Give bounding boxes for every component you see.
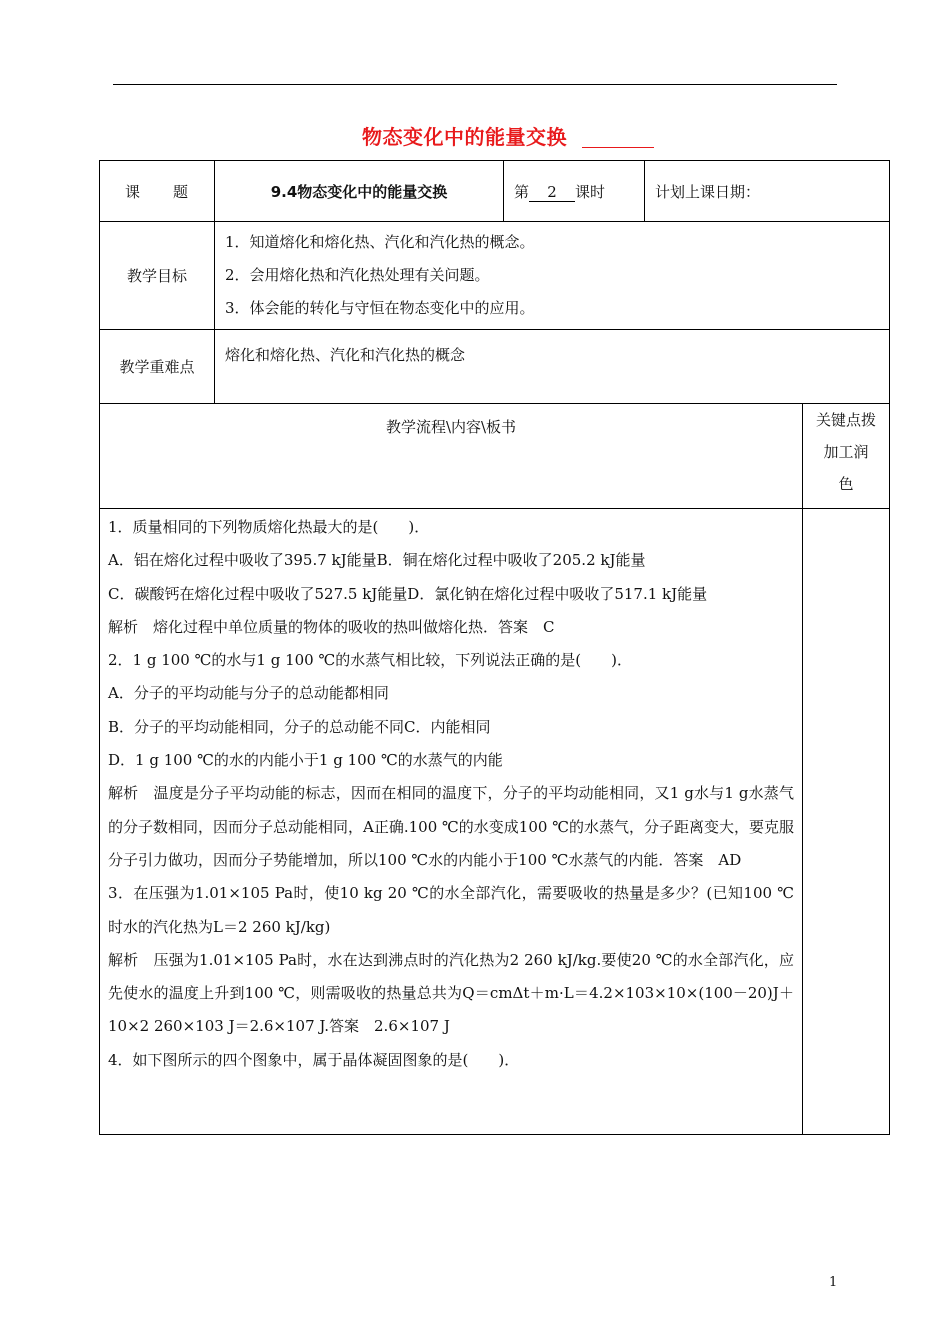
plan-date-label: 计划上课日期： [645,161,890,222]
side-heading-line: 色 [838,475,854,493]
objective-item: 3．体会能的转化与守恒在物态变化中的应用。 [225,299,535,317]
objective-item: 1．知道熔化和熔化热、汽化和汽化热的概念。 [225,233,535,251]
objectives-row [100,222,890,330]
lesson-topic: 9.4物态变化中的能量交换 [215,161,504,222]
objective-item: 2．会用熔化热和汽化热处理有关问题。 [225,266,490,284]
content-line: B．分子的平均动能相同，分子的总动能不同C．内能相同 [108,717,491,736]
content-line: 1．质量相同的下列物质熔化热最大的是( )． [108,518,430,536]
key-points-text: 熔化和熔化热、汽化和汽化热的概念 [215,330,890,404]
period-number: 2 [529,184,575,202]
side-heading-line: 加工润 [823,443,869,461]
period-cell [504,161,645,222]
key-points-label: 教学重难点 [100,330,215,404]
objectives-label: 教学目标 [100,222,215,330]
notes-column [803,509,890,1135]
page-number: 1 [829,1275,838,1290]
side-heading [803,404,890,509]
content-line: 解析 熔化过程中单位质量的物体的吸收的热叫做熔化热．答案 C [108,617,555,636]
content-line: A．分子的平均动能与分子的总动能都相同 [108,684,389,703]
title-underline [582,147,654,148]
content-line: 解析 压强为1.01×105 Pa时，水在达到沸点时的汽化热为2 260 kJ/kg.要使20 ℃的水全部汽化，应先使水的温度上升到100 ℃，则需吸收的热量总共为Q＝cmΔt＋m·L＝4.2×103×10×(100－20)J＋10×2 260×103 J＝2.6×107 J.答案 2.6×107 J [108,950,794,1036]
flow-heading: 教学流程\内容\板书 [100,404,803,509]
content-row [100,509,890,1135]
topic-row [100,161,890,222]
flow-header-row [100,404,890,509]
content-body [100,509,803,1135]
side-heading-line: 关键点拨 [816,411,877,429]
period-suffix: 课时 [575,182,606,201]
objectives-list [215,222,890,330]
document-title: 物态变化中的能量交换 [362,125,567,149]
content-line: 解析 温度是分子平均动能的标志，因而在相同的温度下，分子的平均动能相同，又1 g水与1 g水蒸气的分子数相同，因而分子总动能相同，A正确.100 ℃的水变成100 ℃的水蒸气，分子距离变大，要克服分子引力做功，因而分子势能增加，所以100 ℃水的内能小于100 ℃水蒸气的内能．答案 AD [108,784,794,869]
content-line: 3．在压强为1.01×105 Pa时，使10 kg 20 ℃的水全部汽化，需要吸收的热量是多少？(已知100 ℃时水的汽化热为L＝2 260 kJ/kg) [108,884,794,936]
lesson-plan-table [99,160,890,1135]
period-prefix: 第 [514,182,530,201]
content-line: A．铝在熔化过程中吸收了395.7 kJ能量B．铜在熔化过程中吸收了205.2 kJ能量 [108,551,646,570]
content-line: D．1 g 100 ℃的水的内能小于1 g 100 ℃的水蒸气的内能 [108,751,503,770]
content-line: 2．1 g 100 ℃的水与1 g 100 ℃的水蒸气相比较，下列说法正确的是( )． [108,651,632,670]
key-points-row [100,330,890,404]
content-line: 4．如下图所示的四个图象中，属于晶体凝固图象的是( )． [108,1050,520,1069]
content-line: C．碳酸钙在熔化过程中吸收了527.5 kJ能量D．氯化钠在熔化过程中吸收了517.1 kJ能量 [108,584,708,603]
topic-label: 课 题 [100,161,215,222]
header-rule [113,84,837,85]
